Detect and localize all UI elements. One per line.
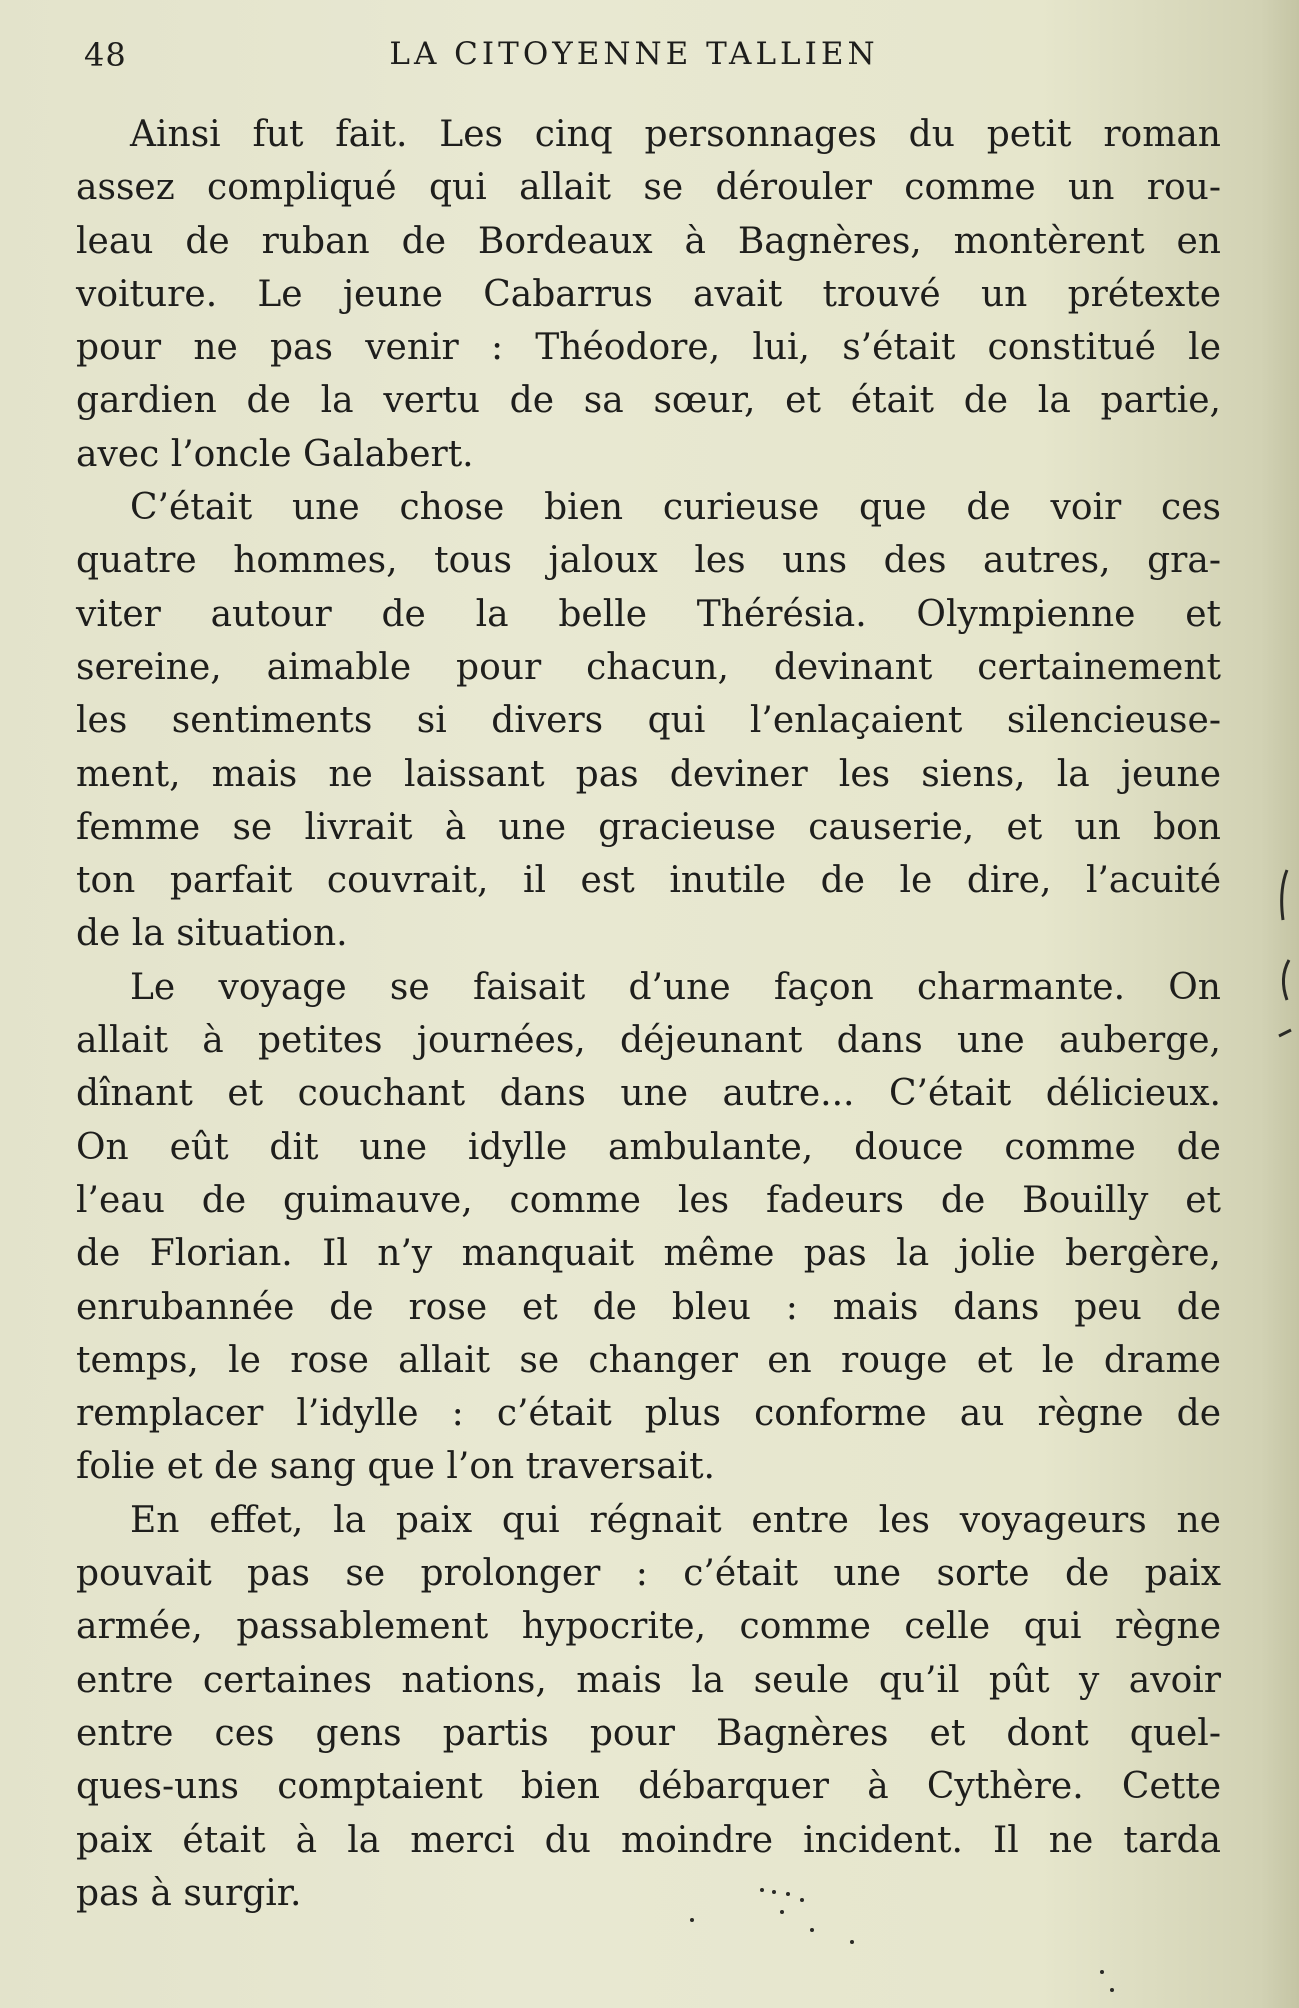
text-line: enrubannée de rose et de bleu : mais dans peu de [76,1286,1221,1328]
paragraph-4 [76,1494,1221,1920]
text-line: En effet, la paix qui régnait entre les voyageurs ne [130,1499,1221,1541]
text-line: dînant et couchant dans une autre... C’était délicieux. [76,1073,1221,1115]
text-line: de Florian. Il n’y manquait même pas la jolie bergère, [76,1233,1221,1275]
page-header [84,36,1224,86]
text-line: leau de ruban de Bordeaux à Bagnères, montèrent en [76,220,1221,262]
text-line: armée, passablement hypocrite, comme celle qui règne [76,1606,1221,1648]
text-line: entre certaines nations, mais la seule qu’il pût y avoir [76,1659,1221,1701]
text-line: pas à surgir. [76,1872,302,1914]
text-line: Le voyage se faisait d’une façon charmante. On [130,966,1221,1008]
text-line: viter autour de la belle Thérésia. Olympienne et [76,593,1221,635]
page-number: 48 [84,36,127,74]
text-line: On eût dit une idylle ambulante, douce comme de [76,1126,1221,1168]
text-line: de la situation. [76,913,348,955]
text-line: paix était à la merci du moindre incident. Il ne tarda [76,1819,1221,1861]
text-line: sereine, aimable pour chacun, devinant certainement [76,646,1221,688]
text-line: quatre hommes, tous jaloux les uns des autres, gra- [76,540,1221,582]
text-line: pouvait pas se prolonger : c’était une sorte de paix [76,1553,1221,1595]
paragraph-1 [76,108,1221,481]
text-line: entre ces gens partis pour Bagnères et dont quel- [76,1712,1221,1754]
text-line: voiture. Le jeune Cabarrus avait trouvé un prétexte [76,273,1221,315]
paragraph-2 [76,481,1221,961]
text-line: ment, mais ne laissant pas deviner les siens, la jeune [76,753,1221,795]
text-line: assez compliqué qui allait se dérouler comme un rou- [76,167,1221,209]
body-text [76,108,1221,1920]
text-line: femme se livrait à une gracieuse causerie, et un bon [76,806,1221,848]
text-line: avec l’oncle Galabert. [76,433,474,475]
text-line: ques-uns comptaient bien débarquer à Cythère. Cette [76,1766,1221,1808]
running-title: LA CITOYENNE TALLIEN [389,36,879,72]
text-line: folie et de sang que l’on traversait. [76,1446,715,1488]
paragraph-3 [76,961,1221,1494]
page-edge-marks [1273,850,1293,1070]
text-line: pour ne pas venir : Théodore, lui, s’était constitué le [76,327,1221,369]
text-line: gardien de la vertu de sa sœur, et était de la partie, [76,380,1221,422]
text-line: l’eau de guimauve, comme les fadeurs de Bouilly et [76,1179,1221,1221]
text-line: Ainsi fut fait. Les cinq personnages du petit roman [130,114,1221,155]
text-line: temps, le rose allait se changer en rouge et le drame [76,1339,1221,1381]
text-line: C’était une chose bien curieuse que de voir ces [130,487,1221,529]
text-line: ton parfait couvrait, il est inutile de le dire, l’acuité [76,860,1221,902]
ink-specks [640,1870,1200,2000]
text-line: allait à petites journées, déjeunant dans une auberge, [76,1020,1221,1062]
text-line: les sentiments si divers qui l’enlaçaient silencieuse- [76,700,1221,742]
text-line: remplacer l’idylle : c’était plus conforme au règne de [76,1393,1221,1435]
